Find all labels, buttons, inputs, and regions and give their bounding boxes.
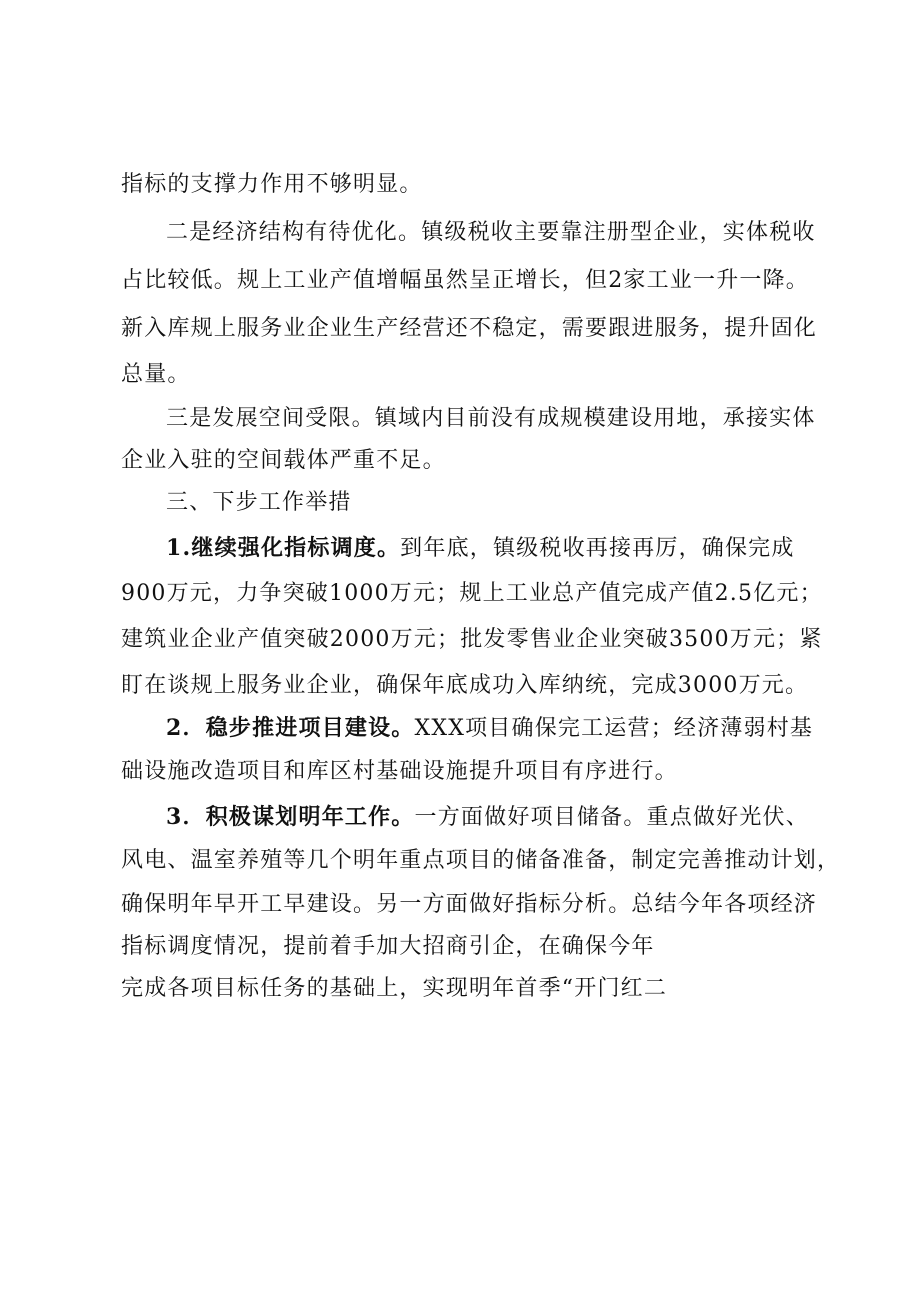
paragraph-line: 完成各项目标任务的基础上，实现明年首季“开门红二 bbox=[121, 976, 668, 1001]
item-heading: 3．积极谋划明年工作。 bbox=[166, 804, 415, 830]
section-heading: 三、下步工作举措 bbox=[166, 490, 352, 515]
paragraph-line: 础设施改造项目和库区村基础设施提升项目有序进行。 bbox=[121, 759, 678, 784]
paragraph-line: 建筑业企业产值突破2000万元；批发零售业企业突破3500万元；紧 bbox=[121, 627, 823, 652]
paragraph-line: 新入库规上服务业企业生产经营还不稳定，需要跟进服务，提升固化 bbox=[121, 316, 818, 341]
paragraph-line: 指标的支撑力作用不够明显。 bbox=[121, 172, 423, 197]
numbered-item-line bbox=[166, 797, 809, 837]
paragraph-line: 指标调度情况，提前着手加大招商引企，在确保今年 bbox=[121, 934, 655, 959]
item-text: XXX项目确保完工运营；经济薄弱村基 bbox=[414, 716, 814, 741]
paragraph-line: 900万元，力争突破1000万元；规上工业总产值完成产值2.5亿元； bbox=[121, 581, 823, 606]
paragraph-line: 二是经济结构有待优化。镇级税收主要靠注册型企业，实体税收 bbox=[166, 220, 816, 245]
paragraph-line: 确保明年早开工早建设。另一方面做好指标分析。总结今年各项经济 bbox=[121, 892, 818, 917]
numbered-item-line bbox=[166, 708, 813, 748]
paragraph-line: 占比较低。规上工业产值增幅虽然呈正增长，但2家工业一升一降。 bbox=[121, 268, 809, 293]
paragraph-line: 企业入驻的空间载体严重不足。 bbox=[121, 448, 446, 473]
paragraph-line: 总量。 bbox=[121, 362, 191, 387]
paragraph-line: 三是发展空间受限。镇域内目前没有成规模建设用地，承接实体 bbox=[166, 406, 816, 431]
item-text: 一方面做好项目储备。重点做好光伏、 bbox=[414, 805, 809, 830]
item-heading: 2．稳步推进项目建设。 bbox=[166, 715, 415, 741]
item-text: 到年底，镇级税收再接再厉，确保完成 bbox=[400, 536, 795, 561]
paragraph-line: 风电、温室养殖等几个明年重点项目的储备准备，制定完善推动计划， bbox=[121, 848, 841, 873]
item-heading: 1.继续强化指标调度。 bbox=[166, 535, 401, 561]
paragraph-line: 盯在谈规上服务业企业，确保年底成功入库纳统，完成3000万元。 bbox=[121, 673, 809, 698]
numbered-item-line bbox=[166, 528, 795, 568]
